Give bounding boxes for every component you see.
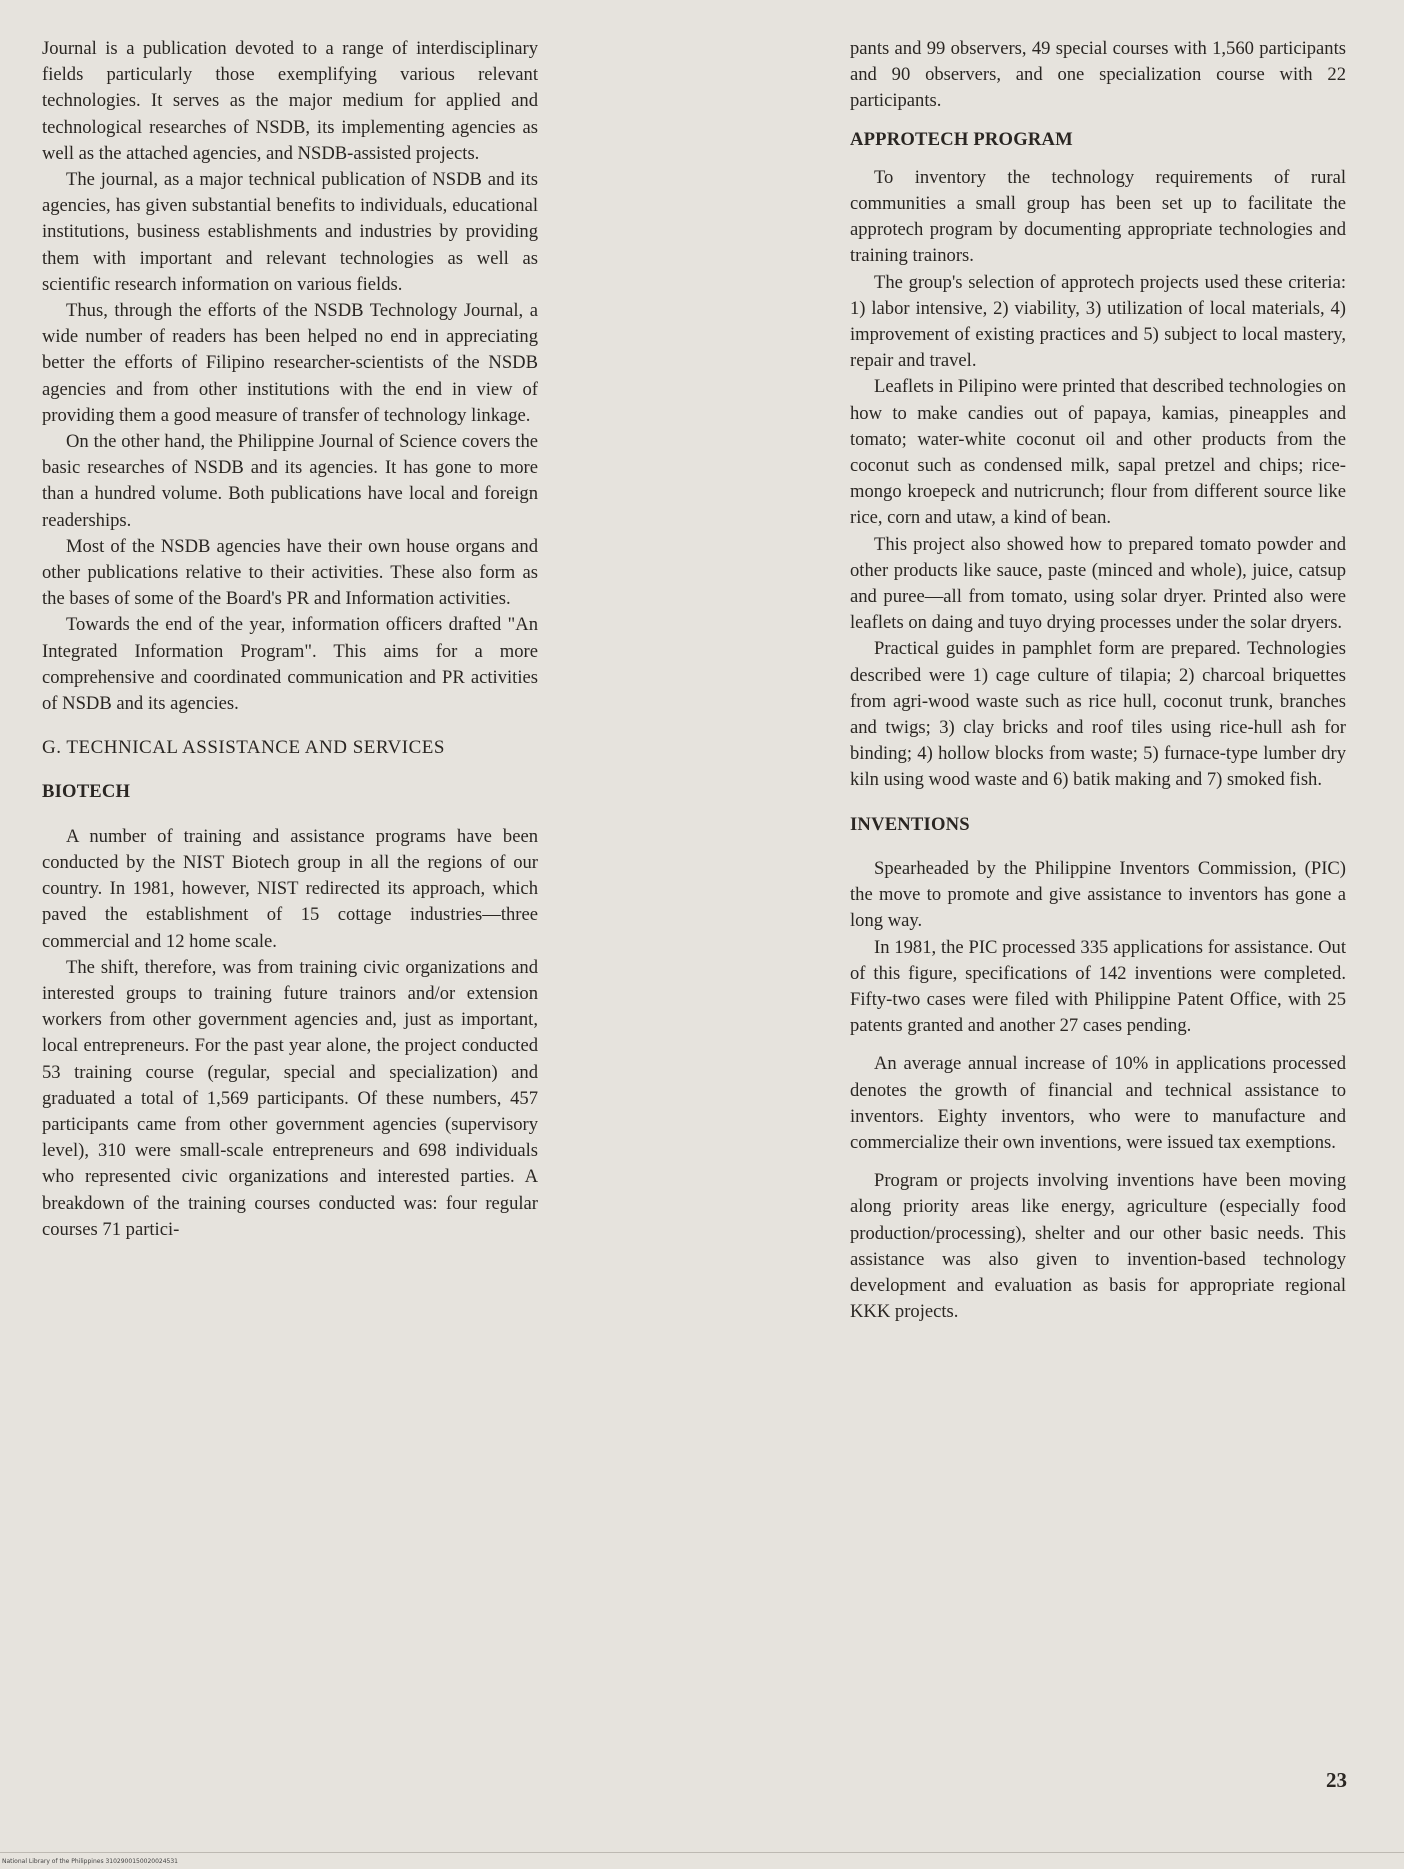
paragraph: Most of the NSDB agencies have their own house organs and other publications relative to their activities. These also form as the bases of some of the Board's PR and Information activities. — [42, 535, 538, 610]
spacer — [850, 153, 1346, 165]
paragraph: Thus, through the efforts of the NSDB Technology Journal, a wide number of readers has been helped no end in appreciating better the efforts of Filipino researcher-scientists of the NSDB agencies and from other institutions with the end in view of providing them a good measure of transfer of technology linkage. — [42, 300, 538, 426]
scan-bottom-rule — [0, 1852, 1404, 1853]
paragraph: The shift, therefore, was from training civic organizations and interested groups to training future trainors and/or extension workers from other government agencies and, just as important, local entrepreneurs. For the past year alone, the project conducted 53 training course (regular, special and specialization) and graduated a total of 1,569 participants. Of these numbers, 457 participants came from other government agencies (supervisory level), 310 were small-scale entrepreneurs and 698 individuals who represented civic organizations and interested parties. A breakdown of the training courses conducted was: four regular courses 71 partici- — [42, 956, 538, 1240]
paragraph: Program or projects involving inventions have been moving along priority areas like energy, agriculture (especially food production/processing), shelter and our other basic needs. This assistance was also given to invention-based technology development and evaluation as basis for appropriate regional KKK projects. — [850, 1170, 1346, 1323]
paragraph: Journal is a publication devoted to a range of interdisciplinary fields particularly those exemplifying various relevant technologies. It serves as the major medium for applied and technological researches of NSDB, its implementing agencies as well as the attached agencies, and NSDB-assisted projects. — [42, 38, 538, 164]
page-number: 23 — [1326, 1768, 1347, 1792]
paragraph: Spearheaded by the Philippine Inventors Commission, (PIC) the move to promote and give assistance to inventors has gone a long way. — [850, 857, 1346, 932]
scan-credit: National Library of the Philippines 3102900150020024531 — [2, 1858, 179, 1865]
approtech-heading: APPROTECH PROGRAM — [850, 128, 1073, 150]
spacer — [42, 761, 538, 779]
spacer — [42, 717, 538, 735]
spacer — [850, 115, 1346, 127]
spacer — [850, 1156, 1346, 1168]
biotech-heading: BIOTECH — [42, 781, 131, 803]
paragraph: pants and 99 observers, 49 special courses with 1,560 participants and 90 observers, and one specialization course with 22 participants. — [850, 38, 1346, 112]
paragraph: The journal, as a major technical publication of NSDB and its agencies, has given substantial benefits to individuals, educational institutions, business establishments and industries by providing them with important and relevant technologies as well as scientific research information on various fields. — [42, 169, 538, 295]
paragraph: This project also showed how to prepared tomato powder and other products like sauce, paste (minced and whole), juice, catsup and puree—all from tomato, using solar dryer. Printed also were leaflets on daing and tuyo drying processes under the solar dryers. — [850, 533, 1346, 634]
paragraph: The group's selection of approtech projects used these criteria: 1) labor intensive, 2) viability, 3) utilization of local materials, 4) improvement of existing practices and 5) subject to local mastery, repair and travel. — [850, 271, 1346, 372]
paragraph: Towards the end of the year, information officers drafted "An Integrated Information Program". This aims for a more comprehensive and coordinated communication and PR activities of NSDB and its agencies. — [42, 614, 538, 715]
paragraph: On the other hand, the Philippine Journal of Science covers the basic researches of NSDB and its agencies. It has gone to more than a hundred volume. Both publications have local and foreign readerships. — [42, 431, 538, 531]
right-column — [850, 36, 1346, 1325]
spacer — [850, 794, 1346, 812]
paragraph: Leaflets in Pilipino were printed that described technologies on how to make candies out of papaya, kamias, pineapples and tomato; water-white coconut oil and other products from the coconut such as condensed milk, sapal pretzel and chips; rice-mongo kroepeck and nutricrunch; flour from different source like rice, corn and utaw, a kind of bean. — [850, 376, 1346, 529]
paragraph: To inventory the technology requirements of rural communities a small group has been set up to facilitate the approtech program by documenting appropriate technologies and training trainors. — [850, 166, 1346, 267]
spacer — [850, 838, 1346, 856]
section-g-heading: G. TECHNICAL ASSISTANCE AND SERVICES — [42, 737, 445, 759]
paragraph: A number of training and assistance programs have been conducted by the NIST Biotech group in all the regions of our country. In 1981, however, NIST redirected its approach, which paved the establishment of 15 cottage industries—three commercial and 12 home scale. — [42, 825, 538, 952]
left-column — [42, 36, 538, 1243]
spacer — [850, 1039, 1346, 1051]
paragraph: In 1981, the PIC processed 335 applications for assistance. Out of this figure, specifications of 142 inventions were completed. Fifty-two cases were filed with Philippine Patent Office, with 25 patents granted and another 27 cases pending. — [850, 936, 1346, 1037]
paragraph: An average annual increase of 10% in applications processed denotes the growth of financial and technical assistance to inventors. Eighty inventors, who were to manufacture and commercialize their own inventions, were issued tax exemptions. — [850, 1053, 1346, 1153]
inventions-heading: INVENTIONS — [850, 813, 970, 835]
paragraph: Practical guides in pamphlet form are prepared. Technologies described were 1) cage culture of tilapia; 2) charcoal briquettes from agri-wood waste such as rice hull, coconut trunk, branches and twigs; 3) clay bricks and roof tiles using rice-hull ash for binding; 4) hollow blocks from waste; 5) furnace-type lumber dry kiln using wood waste and 6) batik making and 7) smoked fish. — [850, 638, 1346, 791]
spacer — [42, 806, 538, 824]
